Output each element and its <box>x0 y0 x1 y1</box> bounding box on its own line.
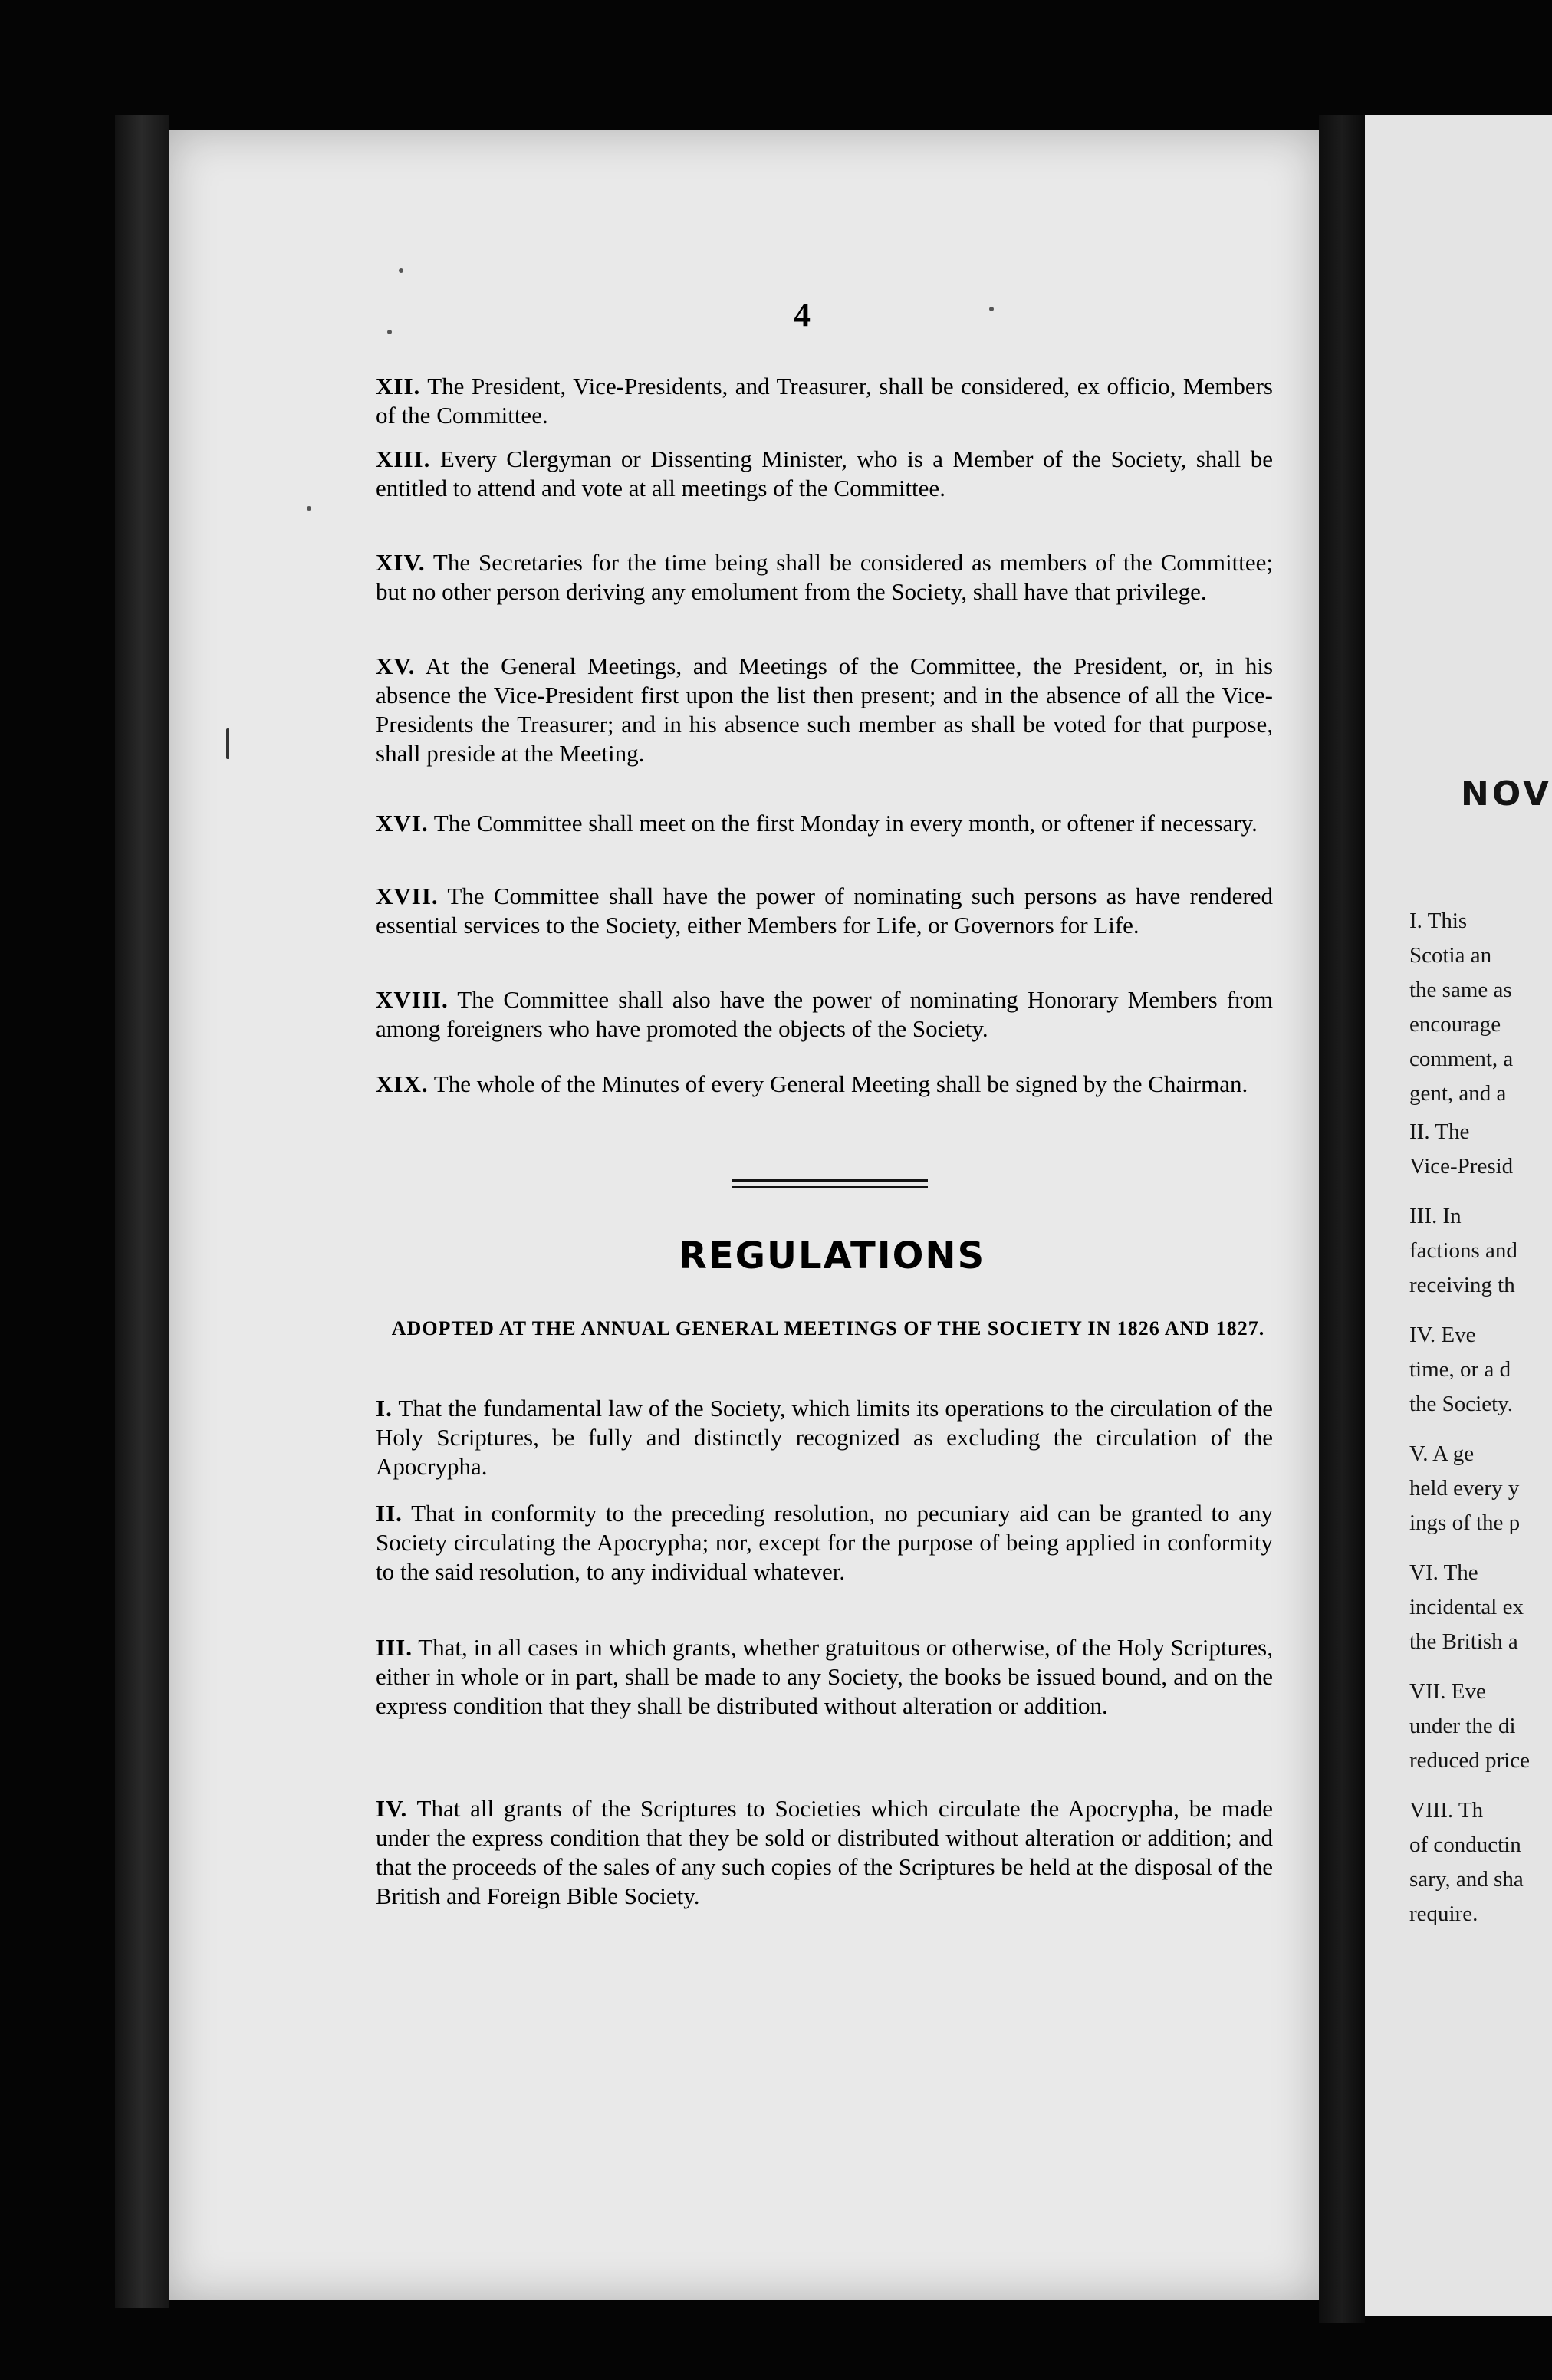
right-page-line: incidental ex <box>1409 1595 1524 1619</box>
article-number: XVIII. <box>376 986 449 1013</box>
right-page-line: receiving th <box>1409 1273 1515 1297</box>
article-text: The Secretaries for the time being shall be considered as members of the Committee; but no other person deriving any emolument from the Society, shall have that privilege. <box>376 549 1273 605</box>
right-page-line: encourage <box>1409 1012 1501 1037</box>
book-binding-edge <box>115 115 169 2308</box>
page-number: 4 <box>794 296 811 334</box>
article-text: At the General Meetings, and Meetings of the Committee, the President, or, in his absence the Vice-President first upon the list then present; and in the absence of all the Vice-Presidents the Treasurer; and in his absence such member as shall be voted for that purpose, shall preside at the Meeting. <box>376 653 1274 767</box>
right-page-line: gent, and a <box>1409 1081 1507 1106</box>
article-text: The Committee shall also have the power of nominating Honorary Members from among foreigners who have promoted the objects of the Society. <box>376 986 1274 1042</box>
regulation-number: II. <box>376 1500 403 1527</box>
right-page-line: the Society. <box>1409 1392 1514 1416</box>
article-number: XIX. <box>376 1070 429 1097</box>
regulation-number: IV. <box>376 1795 408 1822</box>
right-page-line: ings of the p <box>1409 1511 1521 1535</box>
right-page-line: II. The <box>1409 1119 1470 1144</box>
right-page-line: of conductin <box>1409 1833 1521 1857</box>
right-page-line: VII. Eve <box>1409 1679 1486 1704</box>
article-number: XII. <box>376 373 421 399</box>
article-number: XIII. <box>376 445 431 472</box>
right-page-line: Vice-Presid <box>1409 1154 1514 1178</box>
right-page-line: the British a <box>1409 1629 1518 1654</box>
scan-speck <box>989 307 994 311</box>
article-number: XVI. <box>376 810 429 837</box>
article-number: XIV. <box>376 549 426 576</box>
article-paragraph <box>376 548 1273 607</box>
scan-mark <box>226 728 229 759</box>
right-page-line: Scotia an <box>1409 943 1492 968</box>
right-page-line: held every y <box>1409 1476 1520 1501</box>
article-text: The Committee shall meet on the first Monday in every month, or oftener if necessary. <box>433 810 1258 837</box>
regulation-paragraph <box>376 1499 1273 1586</box>
right-page-line: VIII. Th <box>1409 1798 1484 1823</box>
right-page-line: time, or a d <box>1409 1357 1511 1382</box>
right-page-fragment <box>1365 115 1552 2316</box>
article-paragraph <box>376 985 1273 1044</box>
regulation-paragraph <box>376 1394 1273 1481</box>
article-paragraph <box>376 809 1273 838</box>
regulation-number: III. <box>376 1634 413 1661</box>
book-gutter <box>1319 115 1365 2323</box>
right-page-heading: NOV <box>1461 774 1552 814</box>
regulations-heading: REGULATIONS <box>678 1234 986 1277</box>
article-number: XV. <box>376 653 416 679</box>
scan-speck <box>387 330 392 334</box>
right-page-line: the same as <box>1409 978 1512 1002</box>
regulation-paragraph <box>376 1633 1273 1721</box>
right-page-line: IV. Eve <box>1409 1323 1476 1347</box>
right-page-line: VI. The <box>1409 1560 1478 1585</box>
article-number: XVII. <box>376 883 439 909</box>
right-page-line: factions and <box>1409 1238 1517 1263</box>
right-page-line: III. In <box>1409 1204 1462 1228</box>
right-page-line: reduced price <box>1409 1748 1530 1773</box>
regulation-number: I. <box>376 1395 393 1422</box>
right-page-line: require. <box>1409 1902 1478 1926</box>
regulations-subheading: ADOPTED AT THE ANNUAL GENERAL MEETINGS OF THE SOCIETY IN 1826 AND 1827. <box>391 1317 1265 1340</box>
right-page-line: under the di <box>1409 1714 1516 1738</box>
article-text: The President, Vice-Presidents, and Treasurer, shall be considered, ex officio, Members of the Committee. <box>376 373 1273 429</box>
section-divider <box>732 1179 928 1188</box>
article-text: The Committee shall have the power of nominating such persons as have rendered essential services to the Society, either Members for Life, or Governors for Life. <box>376 883 1273 939</box>
regulation-text: That all grants of the Scriptures to Societies which circulate the Apocrypha, be made under the express condition that they be sold or distributed without alteration or addition; and that the proceeds of the sales of any such copies of the Scriptures be held at the disposal of the British and Foreign Bible Society. <box>376 1795 1273 1909</box>
scan-speck <box>307 506 311 511</box>
article-paragraph <box>376 1070 1273 1099</box>
regulation-paragraph <box>376 1794 1273 1911</box>
article-paragraph <box>376 652 1273 768</box>
article-text: The whole of the Minutes of every General Meeting shall be signed by the Chairman. <box>433 1070 1248 1097</box>
right-page-line: sary, and sha <box>1409 1867 1524 1892</box>
regulation-text: That, in all cases in which grants, whether gratuitous or otherwise, of the Holy Scriptures, either in whole or in part, shall be made to any Society, the books be issued bound, and on the express condition that they shall be distributed without alteration or addition. <box>376 1634 1273 1719</box>
regulation-text: That in conformity to the preceding resolution, no pecuniary aid can be granted to any Society circulating the Apocrypha; nor, except for the purpose of being applied in conformity to the said resolution, to any individual whatever. <box>376 1500 1273 1585</box>
regulation-text: That the fundamental law of the Society, which limits its operations to the circulation of the Holy Scriptures, be fully and distinctly recognized as excluding the circulation of the Apocrypha. <box>376 1395 1273 1480</box>
right-page-line: I. This <box>1409 909 1468 933</box>
article-paragraph <box>376 445 1273 503</box>
article-text: Every Clergyman or Dissenting Minister, who is a Member of the Society, shall be entitled to attend and vote at all meetings of the Committee. <box>376 445 1274 501</box>
article-paragraph <box>376 882 1273 940</box>
article-paragraph <box>376 372 1273 430</box>
right-page-line: V. A ge <box>1409 1441 1475 1466</box>
scan-speck <box>399 268 403 273</box>
right-page-line: comment, a <box>1409 1047 1514 1071</box>
